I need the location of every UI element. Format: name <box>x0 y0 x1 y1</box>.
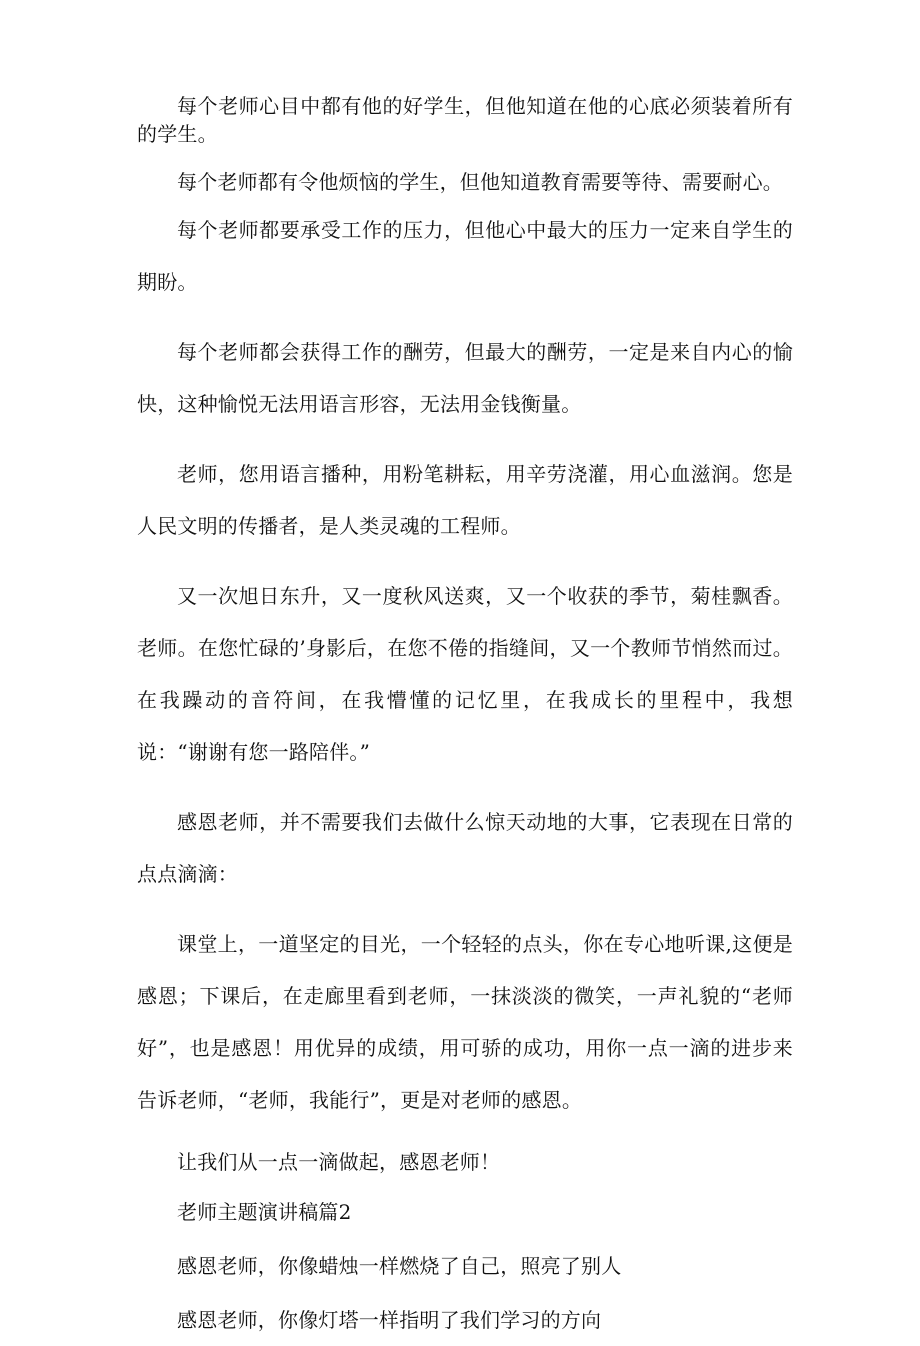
paragraph-gratitude-daily: 感恩老师，并不需要我们去做什么惊天动地的大事，它表现在日常的点点滴滴： <box>137 810 793 886</box>
paragraph-good-students: 每个老师心目中都有他的好学生，但他知道在他的心底必须装着所有的学生。 <box>137 94 793 146</box>
paragraph-classroom-gratitude: 课堂上，一道坚定的目光，一个轻轻的点头，你在专心地听课,这便是感恩；下课后，在走廊里看到老师，一抹淡淡的微笑，一声礼貌的“老师好”，也是感恩！用优异的成绩，用可骄的成功，用你一点一滴的进步来告诉老师，“老师，我能行”，更是对老师的感恩。 <box>137 932 793 1112</box>
paragraph-lighthouse: 感恩老师，你像灯塔一样指明了我们学习的方向 <box>177 1308 602 1332</box>
paragraph-pressure: 每个老师都要承受工作的压力，但他心中最大的压力一定来自学生的期盼。 <box>137 218 793 294</box>
paragraph-reward: 每个老师都会获得工作的酬劳，但最大的酬劳，一定是来自内心的愉快，这种愉悦无法用语言形容，无法用金钱衡量。 <box>137 340 793 416</box>
document-body <box>137 92 793 1346</box>
section-heading-speech-2: 老师主题演讲稿篇2 <box>177 1200 352 1224</box>
paragraph-troubling-students: 每个老师都有令他烦恼的学生，但他知道教育需要等待、需要耐心。 <box>177 170 783 194</box>
paragraph-teacher-praise: 老师，您用语言播种，用粉笔耕耘，用辛劳浇灌，用心血滋润。您是人民文明的传播者，是人类灵魂的工程师。 <box>137 462 793 538</box>
paragraph-candle: 感恩老师，你像蜡烛一样燃烧了自己，照亮了别人 <box>177 1254 622 1278</box>
paragraph-start-now: 让我们从一点一滴做起，感恩老师！ <box>177 1150 501 1174</box>
paragraph-teachers-day: 又一次旭日东升，又一度秋风送爽，又一个收获的季节，菊桂飘香。老师。在您忙碌的’身影后，在您不倦的指缝间，又一个教师节悄然而过。在我躁动的音符间，在我懵懂的记忆里，在我成长的里程中，我想说：“谢谢有您一路陪伴。” <box>137 584 793 764</box>
